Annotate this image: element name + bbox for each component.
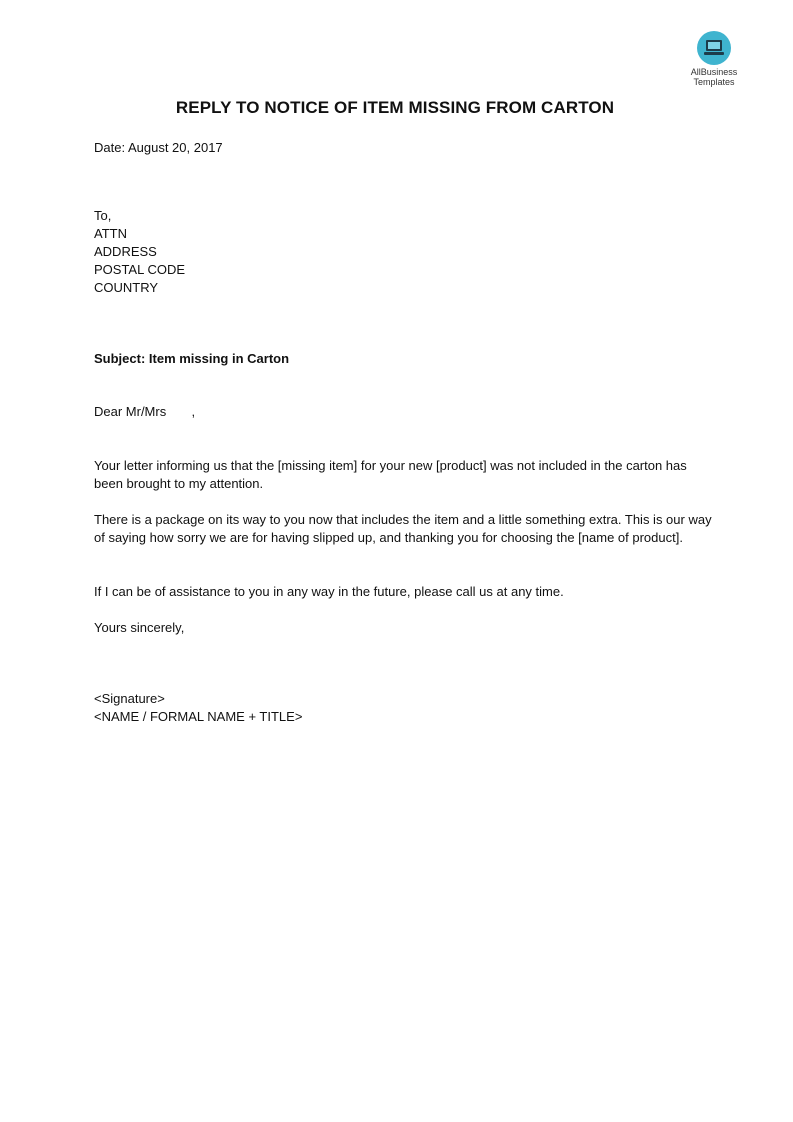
logo-text-line1: AllBusiness: [690, 67, 738, 77]
letter-subject: Subject: Item missing in Carton: [94, 351, 290, 366]
address-postal-code: POSTAL CODE: [94, 262, 186, 277]
signature-placeholder: <Signature>: [94, 691, 165, 706]
signer-name: <NAME / FORMAL NAME + TITLE>: [94, 709, 303, 724]
page-title: REPLY TO NOTICE OF ITEM MISSING FROM CARTON: [175, 98, 615, 117]
letter-closing: Yours sincerely,: [94, 620, 185, 635]
logo-text-line2: Templates: [693, 77, 735, 87]
body-paragraph-1: Your letter informing us that the [missing item] for your new [product] was not included in the carton has been brought to my attention.: [94, 458, 687, 491]
letter-greeting: Dear Mr/Mrs ,: [94, 404, 196, 419]
letter-date: Date: August 20, 2017: [94, 140, 223, 155]
address-country: COUNTRY: [94, 280, 159, 295]
company-logo: [680, 31, 748, 87]
address-street: ADDRESS: [94, 244, 157, 259]
signature-block: [94, 690, 714, 726]
address-to: To,: [94, 208, 112, 223]
laptop-icon: [697, 31, 731, 65]
body-paragraph-3: If I can be of assistance to you in any way in the future, please call us at any time.: [94, 584, 564, 599]
recipient-address: [94, 207, 714, 297]
body-paragraph-2: There is a package on its way to you now that includes the item and a little something extra. This is our way of saying how sorry we are for having slipped up, and thanking you for choosing the [name of product].: [94, 512, 712, 545]
address-attn: ATTN: [94, 226, 127, 241]
